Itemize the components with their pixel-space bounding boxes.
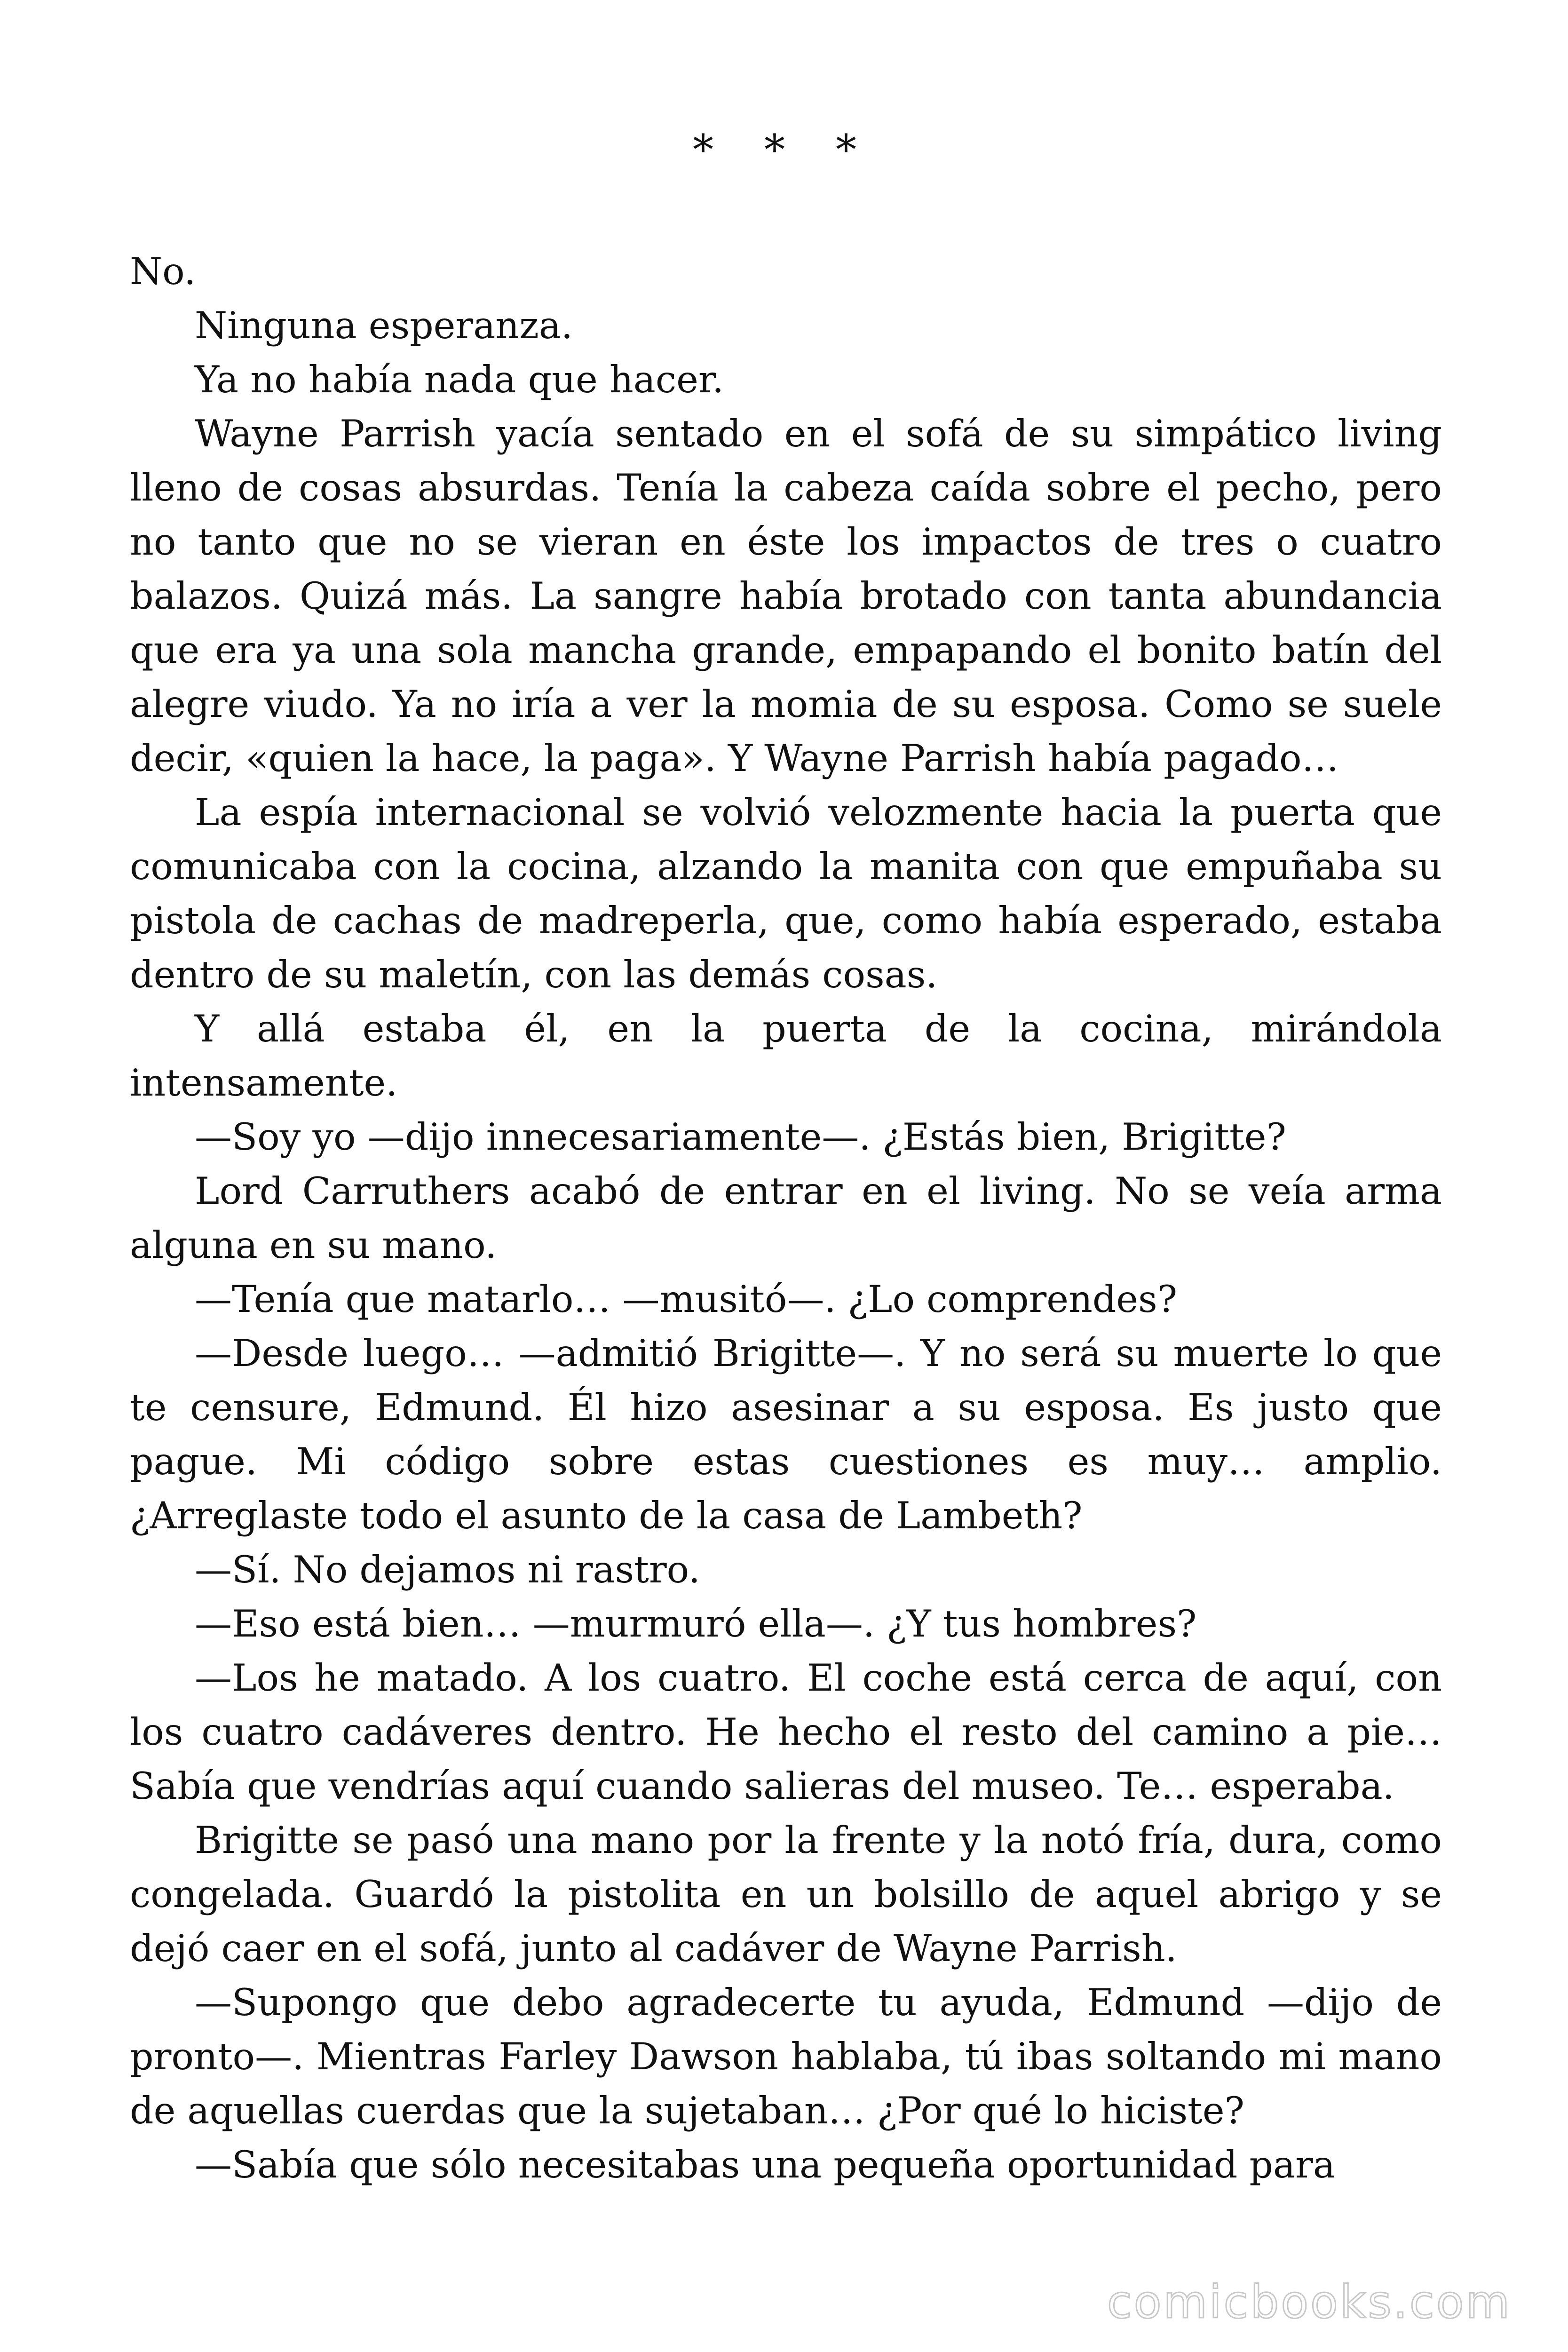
body-text (130, 245, 1442, 2192)
paragraph: —Supongo que debo agradecerte tu ayuda, Edmund —dijo de pronto—. Mientras Farley Dawson hablaba, tú ibas soltando mi mano de aquellas cuerdas que la sujetaban… ¿Por qué lo hiciste? (130, 1981, 1442, 2132)
paragraph: Y allá estaba él, en la puerta de la cocina, mirándola intensamente. (130, 1007, 1442, 1104)
paragraph: Wayne Parrish yacía sentado en el sofá de su simpático living lleno de cosas absurdas. Tenía la cabeza caída sobre el pecho, pero no tanto que no se vieran en éste los impactos de tres o cuatro balazos. Quizá más. La sangre había brotado con tanta abundancia que era ya una sola mancha grande, empapando el bonito batín del alegre viudo. Ya no iría a ver la momia de su esposa. Como se suele decir, «quien la hace, la paga». Y Wayne Parrish había pagado… (130, 412, 1442, 780)
paragraph: Ninguna esperanza. (195, 304, 573, 347)
paragraph: No. (130, 250, 196, 293)
paragraph: —Eso está bien… —murmuró ella—. ¿Y tus hombres? (195, 1602, 1197, 1645)
paragraph: La espía internacional se volvió velozmente hacia la puerta que comunicaba con la cocina, alzando la manita con que empuñaba su pistola de cachas de madreperla, que, como había esperado, estaba dentro de su maletín, con las demás cosas. (130, 791, 1442, 996)
paragraph: —Tenía que matarlo… —musitó—. ¿Lo comprendes? (195, 1278, 1178, 1321)
paragraph: —Los he matado. A los cuatro. El coche está cerca de aquí, con los cuatro cadáveres dentro. He hecho el resto del camino a pie… Sabía que vendrías aquí cuando salieras del museo. Te… esperaba. (130, 1656, 1442, 1808)
watermark: comicbooks.com (1107, 2276, 1512, 2328)
paragraph: Lord Carruthers acabó de entrar en el living. No se veía arma alguna en su mano. (130, 1169, 1442, 1267)
paragraph: Ya no había nada que hacer. (195, 358, 724, 401)
paragraph: —Desde luego… —admitió Brigitte—. Y no será su muerte lo que te censure, Edmund. Él hizo asesinar a su esposa. Es justo que pague. Mi código sobre estas cuestiones es muy… amplio. ¿Arreglaste todo el asunto de la casa de Lambeth? (130, 1332, 1442, 1537)
paragraph: —Soy yo —dijo innecesariamente—. ¿Estás bien, Brigitte? (195, 1115, 1286, 1159)
paragraph: —Sí. No dejamos ni rastro. (195, 1548, 700, 1591)
paragraph: Brigitte se pasó una mano por la frente y la notó fría, dura, como congelada. Guardó la pistolita en un bolsillo de aquel abrigo y se dejó caer en el sofá, junto al cadáver de Wayne Parrish. (130, 1819, 1442, 1970)
scene-break-asterisks: * * * (693, 126, 875, 174)
paragraph: —Sabía que sólo necesitabas una pequeña oportunidad para (195, 2143, 1335, 2186)
